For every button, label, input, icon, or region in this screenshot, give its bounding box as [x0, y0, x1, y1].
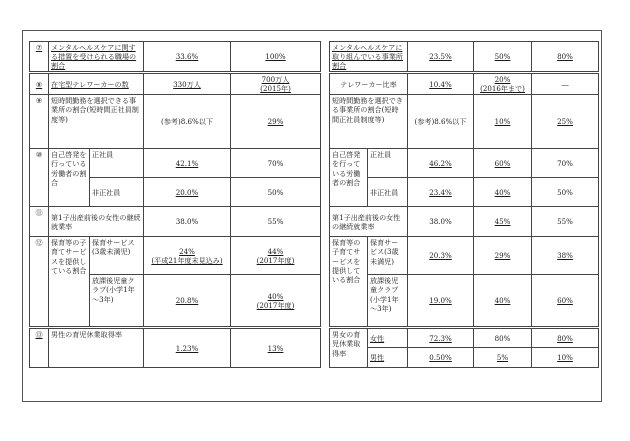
baseline-value: 38.0% [144, 207, 231, 237]
row-group-label: 自己啓発を行っている労働者の割合 [49, 149, 90, 207]
interim-value: 40% [474, 178, 532, 207]
sub-label: 非正社員 [368, 178, 408, 207]
table-row [30, 207, 321, 237]
table-row [330, 95, 599, 149]
row-label: 在宅型テレワーカーの数 [49, 73, 144, 95]
row-label: テレワーカー比率 [330, 73, 408, 95]
target-value: 25% [532, 95, 599, 149]
row-number: ⑦ [30, 42, 49, 73]
target-value: 70% [532, 149, 599, 178]
target-value: 44% (2017年度) [231, 237, 321, 275]
table-row [30, 95, 321, 149]
baseline-value: 33.6% [144, 42, 231, 73]
sub-label: 放課後児童クラブ(小学1年～3年) [90, 275, 144, 328]
interim-value: 20% (2016年まで) [474, 73, 532, 95]
target-value: 50% [231, 178, 321, 207]
baseline-value: 46.2% [408, 149, 474, 178]
interim-value: 80% [474, 328, 532, 348]
interim-value: 60% [474, 149, 532, 178]
baseline-value: (参考)8.6%以下 [408, 95, 474, 149]
target-value: ― [532, 73, 599, 95]
page-frame [22, 30, 602, 402]
baseline-value: 19.0% [408, 275, 474, 328]
table-row [330, 149, 599, 178]
baseline-value: 42.1% [144, 149, 231, 178]
row-number: ⑪ [30, 207, 49, 237]
row-group-label: 自己啓発を行っている労働者の割合 [330, 149, 368, 207]
interim-value: 45% [474, 207, 532, 237]
baseline-value: 330万人 [144, 73, 231, 95]
table-row [30, 328, 321, 368]
sub-label: 放課後児童クラブ(小学1年～3年) [368, 275, 408, 328]
row-label: 第1子出産前後の女性の継続就業率 [49, 207, 144, 237]
interim-value: 5% [474, 348, 532, 368]
sub-label: 男性 [368, 348, 408, 368]
interim-value: 40% [474, 275, 532, 328]
table-row [330, 42, 599, 73]
baseline-value: 0.50% [408, 348, 474, 368]
target-value: 10% [532, 348, 599, 368]
target-value: 40% (2017年度) [231, 275, 321, 328]
interim-value: 10% [474, 95, 532, 149]
sub-label: 正社員 [368, 149, 408, 178]
target-value: 13% [231, 328, 321, 368]
sub-label: 保育サービス(3歳未満児) [90, 237, 144, 275]
interim-value: 29% [474, 237, 532, 275]
row-label: メンタルヘルスケアに取り組んでいる事業所割合 [330, 42, 408, 73]
baseline-value: 23.4% [408, 178, 474, 207]
row-number: ⑧ [30, 73, 49, 95]
table-row [330, 178, 599, 207]
target-value: 100% [231, 42, 321, 73]
table-row [330, 237, 599, 275]
baseline-value: 38.0% [408, 207, 474, 237]
baseline-value: 24% (平成21年度末見込み) [144, 237, 231, 275]
target-value: 38% [532, 237, 599, 275]
table-row [30, 73, 321, 95]
sub-label: 保育サービス(3歳未満児) [368, 237, 408, 275]
table-row [330, 73, 599, 95]
table-row [30, 237, 321, 275]
left-table-container [29, 41, 320, 368]
target-value: 60% [532, 275, 599, 328]
table-row [30, 149, 321, 178]
target-value: 55% [532, 207, 599, 237]
sub-label: 女性 [368, 328, 408, 348]
row-number: ⑬ [30, 328, 49, 368]
row-group-label: 保育等の子育てサービスを提供している割合 [330, 237, 368, 328]
row-label: 短時間勤務を選択できる事業所の割合(短時間正社員制度等) [330, 95, 408, 149]
target-value: 80% [532, 328, 599, 348]
right-indicator-table [329, 41, 599, 368]
left-indicator-table [29, 41, 321, 368]
target-value: 55% [231, 207, 321, 237]
right-table-container [329, 41, 598, 368]
baseline-value: 72.3% [408, 328, 474, 348]
row-label: 男性の育児休業取得率 [49, 328, 144, 368]
table-row [330, 328, 599, 348]
row-number: ⑫ [30, 237, 49, 328]
row-number: ⑨ [30, 95, 49, 149]
row-label: 第1子出産前後の女性の継続就業率 [330, 207, 408, 237]
baseline-value: 1.23% [144, 328, 231, 368]
target-value: 80% [532, 42, 599, 73]
baseline-value: 10.4% [408, 73, 474, 95]
target-value: 70% [231, 149, 321, 178]
interim-value: 50% [474, 42, 532, 73]
target-value: 29% [231, 95, 321, 149]
baseline-value: 20.0% [144, 178, 231, 207]
sub-label: 正社員 [90, 149, 144, 178]
row-group-label: 男女の育児休業取得率 [330, 328, 368, 368]
target-value: 700万人 (2015年) [231, 73, 321, 95]
row-number: ⑩ [30, 149, 49, 207]
baseline-value: (参考)8.6%以下 [144, 95, 231, 149]
table-row [30, 42, 321, 73]
row-group-label: 保育等の子育てサービスを提供している割合 [49, 237, 90, 328]
sub-label: 非正社員 [90, 178, 144, 207]
table-row [330, 275, 599, 328]
row-label: 短時間勤務を選択できる事業所の割合(短時間正社員制度等) [49, 95, 144, 149]
table-row [330, 207, 599, 237]
baseline-value: 20.3% [408, 237, 474, 275]
target-value: 50% [532, 178, 599, 207]
baseline-value: 20.8% [144, 275, 231, 328]
table-row [330, 348, 599, 368]
baseline-value: 23.5% [408, 42, 474, 73]
row-label: メンタルヘルスケアに関する措置を受けられる職場の割合 [49, 42, 144, 73]
